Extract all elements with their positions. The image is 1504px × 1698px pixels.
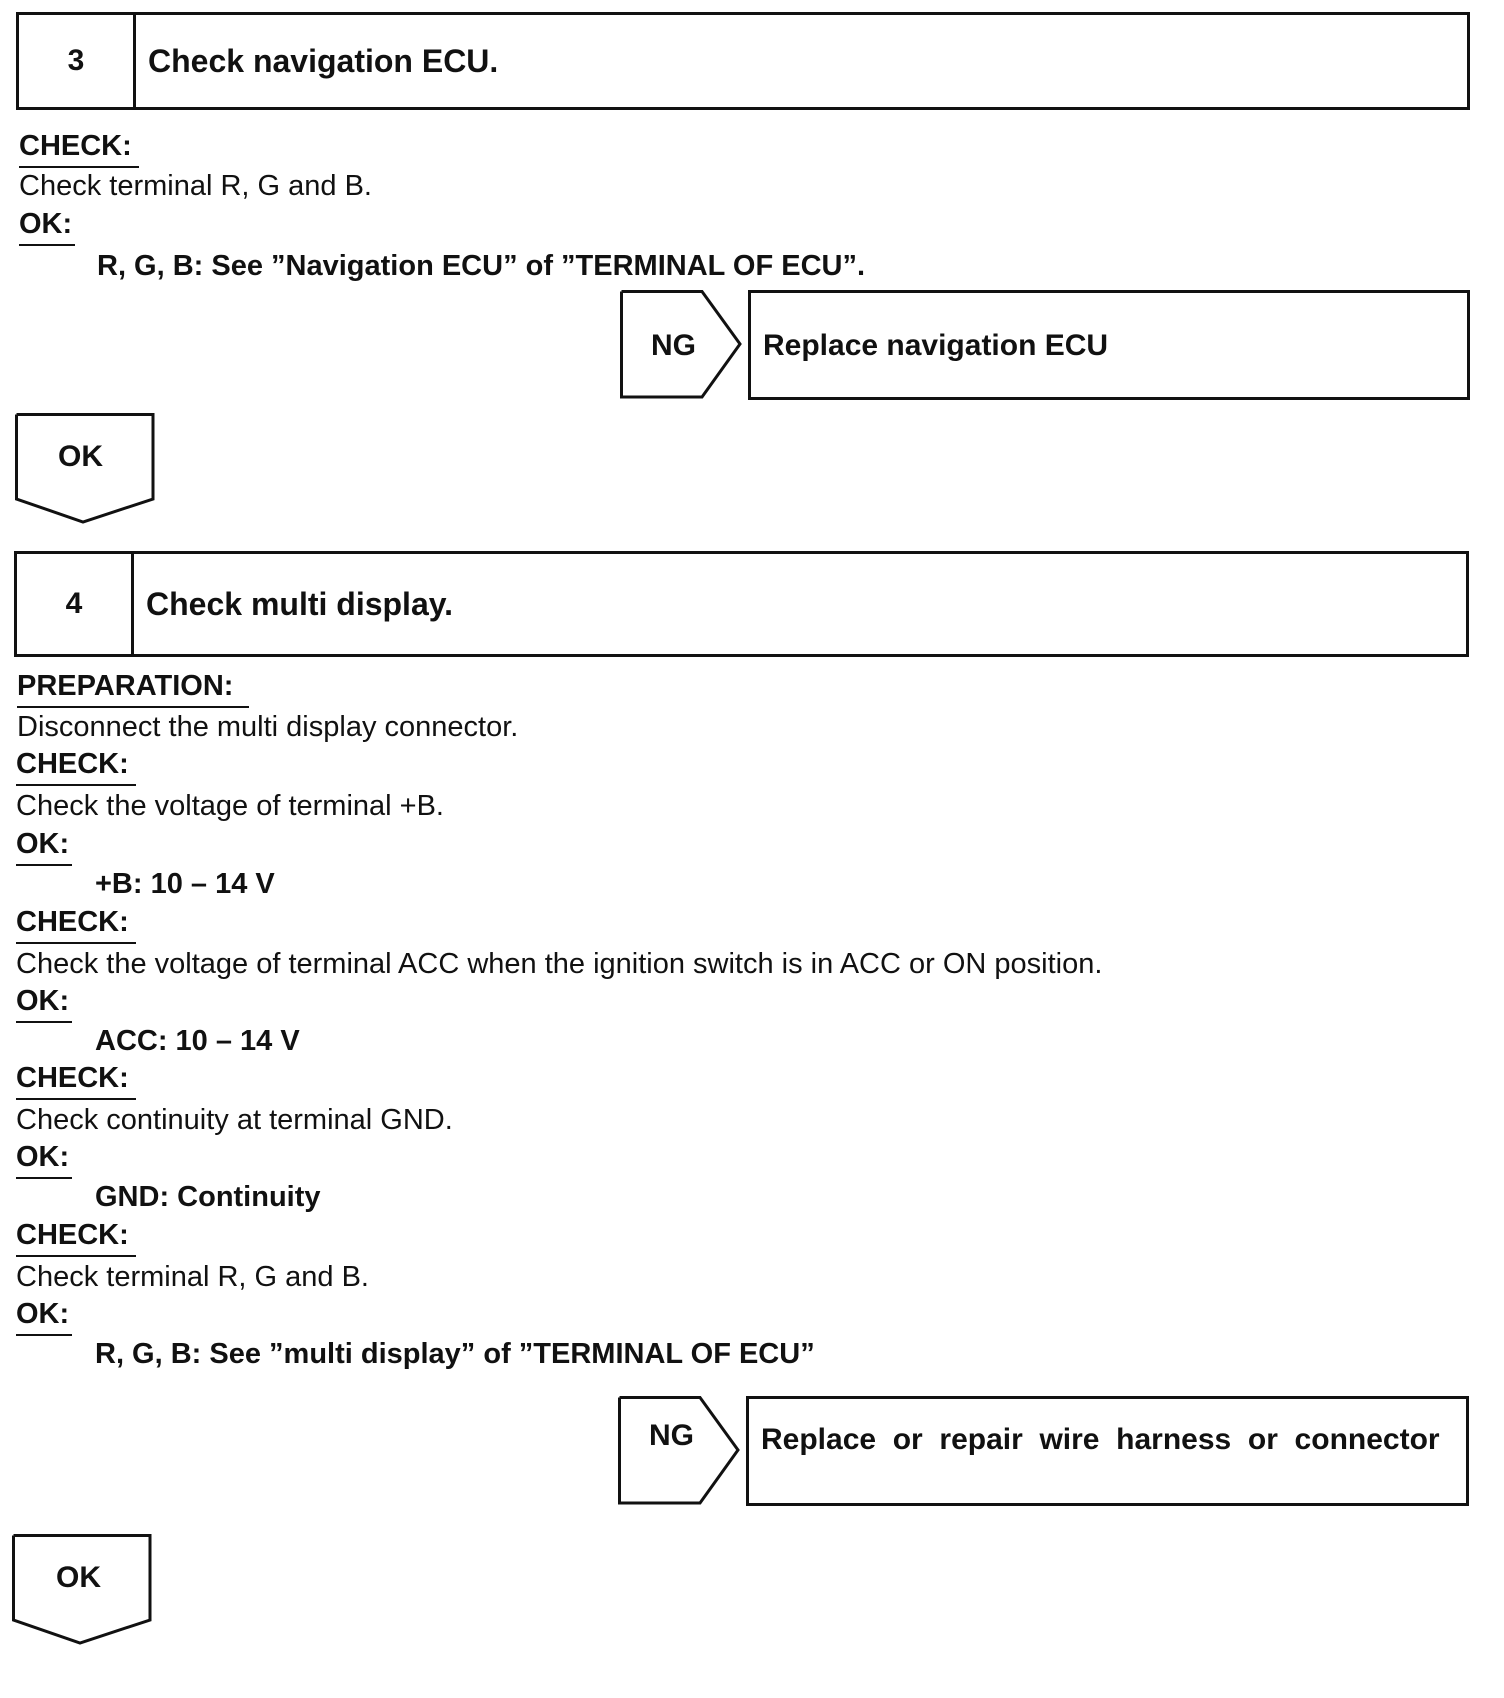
- step-3-check-label: CHECK:: [19, 132, 132, 161]
- step-4-check-3-text: Check continuity at terminal GND.: [16, 1104, 453, 1136]
- step-4-ng-label: NG: [649, 1419, 694, 1452]
- step-4-ok-3-label: OK:: [16, 1143, 69, 1172]
- step-4-ok-4-spec: R, G, B: See ”multi display” of ”TERMINAL OF ECU”: [95, 1338, 815, 1370]
- step-4-preparation-text: Disconnect the multi display connector.: [17, 711, 519, 743]
- step-4-check-4-label: CHECK:: [16, 1221, 129, 1250]
- step-4-header: [14, 551, 1469, 657]
- step-3-ok-spec: R, G, B: See ”Navigation ECU” of ”TERMINAL OF ECU”.: [97, 250, 866, 282]
- step-4-ok-1-label: OK:: [16, 830, 69, 859]
- step-4-ok-arrow-label: OK: [56, 1561, 101, 1594]
- step-4-check-4-text: Check terminal R, G and B.: [16, 1261, 369, 1293]
- step-4-preparation-label: PREPARATION:: [17, 672, 233, 701]
- step-4-check-1-text: Check the voltage of terminal +B.: [16, 790, 444, 822]
- step-4-ok-2-spec: ACC: 10 – 14 V: [95, 1025, 300, 1057]
- step-4-ok-3-spec: GND: Continuity: [95, 1181, 321, 1213]
- step-4-title: Check multi display.: [146, 585, 454, 622]
- step-4-ok-4-label: OK:: [16, 1300, 69, 1329]
- step-4-ng-action: Replace or repair wire harness or connector: [761, 1423, 1440, 1456]
- step-3-ok-label: OK:: [19, 210, 72, 239]
- step-4-number: 4: [17, 554, 134, 654]
- step-4-ok-1-spec: +B: 10 – 14 V: [95, 868, 275, 900]
- step-3-ng-label: NG: [651, 329, 696, 362]
- step-3-title: Check navigation ECU.: [148, 42, 499, 79]
- step-4-ng-action-box: [746, 1396, 1469, 1506]
- step-4-check-3-label: CHECK:: [16, 1064, 129, 1093]
- step-4-check-2-text: Check the voltage of terminal ACC when the ignition switch is in ACC or ON position.: [16, 948, 1103, 980]
- step-3-ng-action: Replace navigation ECU: [763, 329, 1109, 362]
- step-4-check-2-label: CHECK:: [16, 908, 129, 937]
- step-3-ok-arrow-label: OK: [58, 440, 103, 473]
- step-3-check-text: Check terminal R, G and B.: [19, 170, 372, 202]
- step-3-header: [16, 12, 1470, 110]
- step-4-ok-2-label: OK:: [16, 987, 69, 1016]
- step-3-ng-action-box: [748, 290, 1470, 400]
- step-4-check-1-label: CHECK:: [16, 750, 129, 779]
- step-3-number: 3: [19, 15, 136, 107]
